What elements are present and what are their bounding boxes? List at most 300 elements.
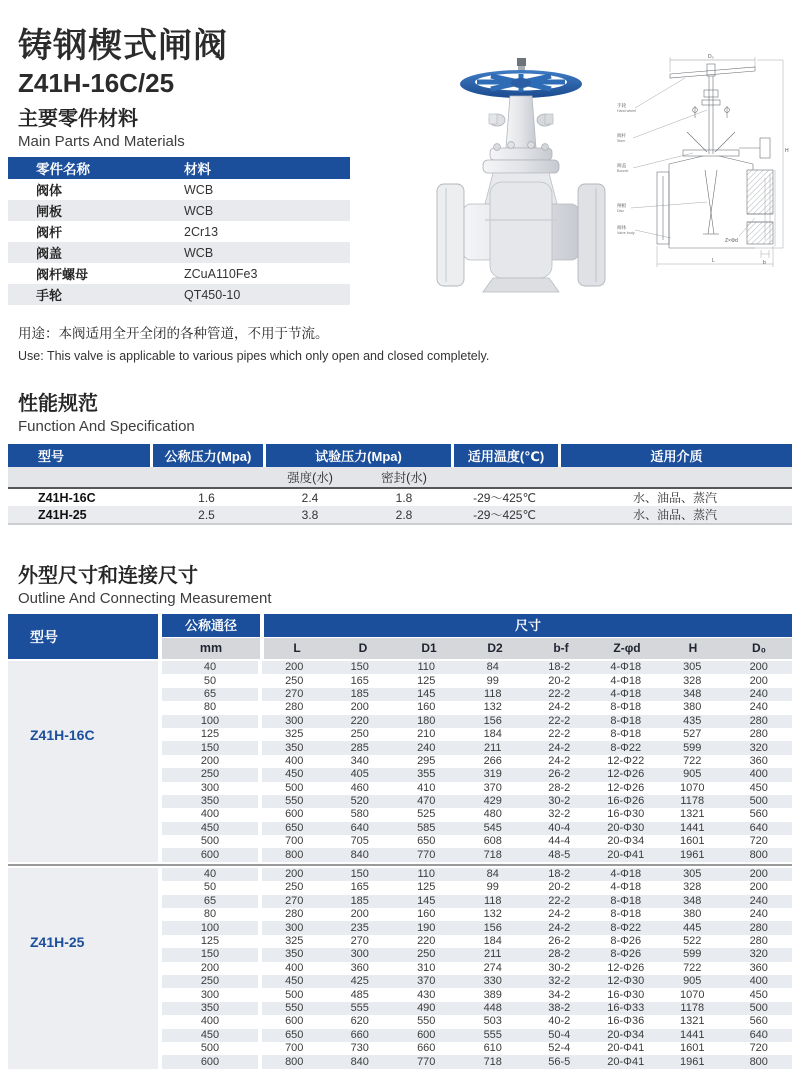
table-cell: 608 (483, 835, 502, 848)
table-cell: 180 (393, 715, 460, 728)
table-cell: 165 (350, 881, 369, 894)
product-media (433, 52, 795, 298)
table-cell: -29～425℃ (473, 491, 536, 505)
table-cell: 阀杆螺母 (36, 267, 89, 282)
table-cell: 720 (749, 1042, 768, 1055)
table-cell: 125 (200, 728, 220, 741)
table-cell: 389 (483, 988, 502, 1001)
table-cell: 280 (749, 728, 768, 741)
spec-col-medium: 适用介质 (558, 444, 792, 467)
table-cell: 274 (483, 961, 502, 974)
table-cell: 12-Φ30 (593, 975, 660, 988)
table-cell: 200 (726, 868, 793, 881)
table-cell: 1961 (659, 1055, 726, 1068)
table-cell: 8-Φ22 (593, 921, 660, 934)
table-cell: 65 (162, 688, 260, 701)
table-cell: 270 (260, 895, 327, 908)
table-cell: 16-Φ26 (593, 795, 660, 808)
table-row (162, 848, 792, 861)
dims-col-dn-unit: mm (162, 638, 260, 659)
table-cell: 580 (350, 808, 369, 821)
materials-heading-en: Main Parts And Materials (18, 133, 185, 150)
table-cell: 280 (260, 908, 327, 921)
table-cell: 485 (350, 988, 369, 1001)
table-cell: 16-Φ30 (607, 988, 645, 1001)
dims-heading-cn: 外型尺寸和连接尺寸 (18, 565, 198, 587)
model-label: Z41H-25 (30, 934, 85, 951)
spec-table-body (8, 489, 792, 525)
table-row (162, 835, 792, 848)
drawing-dim-b: b (763, 260, 766, 266)
table-row (162, 1002, 792, 1015)
table-cell: 100 (162, 921, 260, 934)
table-cell: 560 (749, 808, 768, 821)
table-cell: 280 (726, 715, 793, 728)
table-cell: 600 (162, 1055, 260, 1068)
table-row (162, 688, 792, 701)
materials-col-material: 材料 (180, 157, 350, 179)
table-cell: 150 (327, 661, 394, 674)
table-cell: 430 (417, 988, 436, 1001)
table-row (8, 506, 792, 525)
materials-col-part: 零件名称 (8, 157, 180, 179)
table-cell: 50 (203, 881, 217, 894)
model-label-cell (8, 868, 158, 1069)
table-cell: 348 (659, 688, 726, 701)
table-cell: 240 (749, 701, 768, 714)
dims-col-model: 型号 (8, 614, 158, 659)
table-cell: 184 (483, 935, 502, 947)
table-cell: 295 (417, 754, 436, 767)
table-row (8, 200, 350, 221)
block-divider (8, 864, 792, 866)
table-cell: 250 (350, 728, 369, 741)
table-cell: 305 (659, 661, 726, 674)
table-cell: QT450-10 (180, 284, 350, 305)
table-row (162, 674, 792, 687)
drawing-label-bonnet-en: Bonnet (617, 169, 629, 173)
dims-col-D2: D2 (487, 641, 503, 655)
table-cell: 500 (260, 782, 327, 795)
table-cell: 240 (726, 688, 793, 701)
table-cell: 200 (350, 908, 369, 921)
table-cell: 470 (393, 795, 460, 808)
table-cell: 32-2 (526, 975, 593, 988)
table-cell: 240 (726, 895, 793, 908)
table-cell: 118 (460, 688, 527, 701)
table-cell: 110 (393, 868, 460, 881)
drawing-label-handwheel-en: Hand wheel (617, 109, 636, 113)
table-cell: 410 (417, 781, 436, 794)
table-cell: 1178 (659, 795, 726, 808)
spec-col-test: 试验压力(Mpa) (263, 444, 451, 467)
table-cell: 200 (260, 868, 327, 881)
table-cell: 200 (749, 674, 768, 687)
table-cell: 8-Φ18 (610, 908, 642, 921)
table-cell: 330 (460, 975, 527, 988)
table-cell: 闸板 (8, 200, 180, 221)
table-cell: 270 (350, 935, 369, 947)
table-cell: 18-2 (526, 868, 593, 881)
usage-note-en: Use: This valve is applicable to various pipes which only open and closed completely. (18, 349, 490, 363)
table-cell: 211 (460, 948, 527, 961)
table-cell: 250 (393, 948, 460, 961)
table-cell: 450 (260, 768, 327, 781)
table-cell: 185 (327, 688, 394, 701)
table-cell: 235 (327, 921, 394, 934)
table-cell: 320 (726, 948, 793, 961)
table-cell: 3.8 (263, 506, 357, 525)
table-row (162, 755, 792, 768)
table-cell: 1441 (659, 822, 726, 835)
table-cell: 300 (260, 715, 327, 728)
table-cell: 8-Φ18 (610, 701, 642, 714)
table-cell: 1601 (680, 835, 705, 848)
table-row (162, 728, 792, 741)
table-row (162, 768, 792, 781)
table-cell: 52-4 (548, 1042, 571, 1055)
dimensions-table (8, 614, 792, 1069)
table-cell: 200 (350, 701, 369, 714)
table-cell: 8-Φ18 (610, 728, 642, 741)
drawing-dim-l: L (712, 258, 715, 264)
table-cell: 16-Φ36 (607, 1015, 645, 1028)
table-row (162, 701, 792, 714)
drawing-label-bonnet-cn: 阀盖 (617, 163, 627, 168)
table-row (162, 741, 792, 754)
table-cell: 520 (327, 795, 394, 808)
table-cell: 500 (726, 795, 793, 808)
table-cell: 429 (460, 795, 527, 808)
table-cell: 1070 (680, 781, 705, 794)
table-cell: 270 (260, 688, 327, 701)
table-cell: 700 (260, 1042, 327, 1055)
table-cell: 250 (162, 975, 260, 988)
table-row (162, 895, 792, 908)
photo-right-flange (578, 184, 605, 286)
table-cell: 350 (260, 948, 327, 961)
photo-left-flange (437, 184, 464, 286)
table-cell: 2.5 (150, 506, 263, 525)
dims-col-D0: D₀ (751, 641, 767, 655)
table-cell: 550 (417, 1015, 436, 1028)
table-cell: 48-5 (526, 848, 593, 861)
table-cell: 26-2 (526, 768, 593, 781)
table-cell: 2.4 (301, 490, 319, 505)
table-cell: 125 (417, 674, 436, 687)
spec-col-model: 型号 (8, 444, 150, 467)
table-cell: 360 (749, 754, 768, 767)
table-cell: 24-2 (526, 741, 593, 754)
table-cell: 705 (350, 835, 369, 848)
photo-stem-nut (517, 58, 526, 66)
table-cell: Z41H-16C (38, 490, 96, 505)
table-cell: 24-2 (548, 908, 571, 921)
table-cell: ZCuA110Fe3 (184, 266, 258, 281)
spec-heading-cn: 性能规范 (18, 393, 98, 415)
table-cell: 720 (749, 835, 768, 848)
table-cell: 20-Φ41 (607, 1042, 645, 1055)
table-cell: 600 (162, 848, 260, 861)
table-cell: 800 (260, 848, 327, 861)
table-row (162, 908, 792, 921)
table-cell: 20-Φ34 (607, 835, 645, 848)
table-row (162, 921, 792, 934)
table-cell: 24-2 (548, 701, 571, 714)
table-cell: 450 (749, 988, 768, 1001)
model-label-cell (8, 661, 158, 862)
table-cell: 285 (327, 741, 394, 754)
table-row (8, 489, 792, 506)
table-cell: 220 (327, 715, 394, 728)
drawing-label-stem-en: Stem (617, 139, 626, 143)
table-cell: 20-Φ41 (593, 1055, 660, 1068)
valve-photo (433, 52, 609, 294)
table-cell: 319 (460, 768, 527, 781)
spec-subheader-row (8, 467, 792, 489)
table-cell: 350 (162, 1002, 260, 1015)
table-row (162, 808, 792, 821)
model-label: Z41H-16C (30, 727, 95, 744)
table-cell: 800 (260, 1055, 327, 1068)
table-cell: 1.8 (395, 490, 413, 505)
table-cell: 8-Φ22 (593, 741, 660, 754)
table-cell: 2Cr13 (184, 224, 219, 239)
table-cell: 400 (260, 962, 327, 975)
table-cell: 22-2 (526, 688, 593, 701)
table-cell: 280 (749, 935, 768, 947)
dims-col-dn: 公称通径 (162, 614, 260, 637)
table-cell: 722 (683, 961, 702, 974)
table-cell: 550 (260, 795, 327, 808)
drawing-dim-zd: Z×Φd (725, 238, 738, 244)
table-cell: 84 (460, 868, 527, 881)
table-cell: 640 (327, 822, 394, 835)
table-cell: 8-Φ26 (593, 948, 660, 961)
table-cell: 800 (726, 848, 793, 861)
table-cell: 50 (203, 674, 217, 687)
table-cell: 24-2 (548, 754, 571, 767)
table-cell: 4-Φ18 (593, 661, 660, 674)
table-cell: 1961 (659, 848, 726, 861)
table-cell: 38-2 (526, 1002, 593, 1015)
drawing-label-disc-cn: 闸板 (617, 203, 627, 208)
drawing-dim-d0: D₀ (708, 54, 714, 60)
table-cell: 555 (327, 1002, 394, 1015)
table-cell: 84 (460, 661, 527, 674)
usage-note (18, 323, 800, 367)
spec-table (8, 444, 792, 525)
table-cell: 80 (203, 701, 217, 714)
table-cell: 800 (726, 1055, 793, 1068)
table-cell: 156 (460, 715, 527, 728)
table-row (162, 1015, 792, 1028)
table-cell: 445 (659, 921, 726, 934)
table-cell: 730 (350, 1042, 369, 1055)
table-cell: WCB (180, 242, 350, 263)
table-cell: 20-Φ41 (593, 848, 660, 861)
table-cell: 1321 (680, 1015, 705, 1028)
table-cell: 阀体 (36, 183, 63, 198)
table-cell: 250 (260, 881, 327, 894)
table-cell: 555 (460, 1029, 527, 1042)
spec-col-pressure: 公称压力(Mpa) (150, 444, 263, 467)
table-cell: 525 (417, 808, 436, 821)
table-cell: 500 (260, 988, 327, 1001)
table-cell: 1321 (680, 808, 705, 821)
dims-heading-en: Outline And Connecting Measurement (18, 590, 272, 607)
table-row (8, 263, 350, 284)
table-cell: 125 (200, 935, 220, 947)
table-cell: 220 (417, 935, 436, 947)
dim-body-table-16c (162, 661, 792, 862)
table-cell: 80 (203, 908, 217, 921)
table-cell: 300 (200, 988, 220, 1001)
drawing-label-handwheel-cn: 手轮 (617, 103, 627, 108)
table-cell: 185 (327, 895, 394, 908)
spec-header-row (8, 444, 792, 467)
spec-col-temp: 适用温度(℃) (451, 444, 558, 467)
table-row (162, 1042, 792, 1055)
table-cell: 370 (393, 975, 460, 988)
spec-col-seal: 密封(水) (357, 467, 451, 489)
table-cell: 200 (200, 754, 220, 767)
table-cell: 400 (726, 975, 793, 988)
table-cell: 165 (350, 674, 369, 687)
dims-col-bf: b-f (553, 641, 569, 655)
table-cell: 310 (417, 961, 436, 974)
table-cell: 20-Φ30 (593, 822, 660, 835)
table-cell: 522 (683, 935, 702, 947)
table-cell: 240 (393, 741, 460, 754)
table-cell: 4-Φ18 (593, 868, 660, 881)
table-row (162, 988, 792, 1001)
table-cell: 450 (162, 822, 260, 835)
usage-note-cn: 用途：本阀适用全开全闭的各种管道，不用于节流。 (18, 326, 329, 341)
dims-col-D1: D1 (421, 641, 437, 655)
table-cell: 26-2 (548, 935, 571, 947)
table-cell: 650 (417, 835, 436, 848)
table-cell: 770 (393, 1055, 460, 1068)
table-cell: 190 (393, 921, 460, 934)
table-cell: 405 (327, 768, 394, 781)
table-cell: 200 (749, 881, 768, 894)
table-cell: 300 (260, 921, 327, 934)
table-cell: 150 (162, 948, 260, 961)
table-cell: 手轮 (8, 284, 180, 305)
table-cell: 12-Φ26 (593, 768, 660, 781)
dim-body-table-25 (162, 868, 792, 1069)
table-cell: 660 (327, 1029, 394, 1042)
table-row (162, 1055, 792, 1068)
table-cell: 20-2 (548, 674, 571, 687)
spec-col-strength: 强度(水) (263, 467, 357, 489)
table-cell: 12-Φ26 (607, 781, 645, 794)
table-cell: 400 (260, 755, 327, 768)
table-cell: 905 (659, 768, 726, 781)
table-cell: 水、油品、蒸汽 (633, 491, 718, 505)
table-cell: WCB (184, 182, 214, 197)
table-cell: 480 (483, 808, 502, 821)
dims-section-heading (18, 563, 800, 608)
table-row (162, 935, 792, 948)
table-cell: 160 (417, 908, 436, 921)
table-cell: 22-2 (526, 895, 593, 908)
table-cell: 300 (327, 948, 394, 961)
table-cell: 840 (327, 1055, 394, 1068)
table-cell: 16-Φ30 (607, 808, 645, 821)
table-cell: 325 (260, 935, 327, 948)
table-cell: 500 (200, 835, 220, 848)
table-cell: 460 (350, 781, 369, 794)
table-cell: 350 (260, 741, 327, 754)
table-cell: 12-Φ22 (607, 754, 645, 767)
table-cell: 210 (417, 728, 436, 741)
dimensions-header (8, 614, 792, 659)
table-cell: 560 (749, 1015, 768, 1028)
table-cell: 435 (659, 715, 726, 728)
table-cell: 18-2 (526, 661, 593, 674)
table-cell: 12-Φ26 (607, 961, 645, 974)
table-cell: 370 (483, 781, 502, 794)
materials-table (8, 157, 350, 305)
table-cell: 620 (350, 1015, 369, 1028)
table-cell: 110 (393, 661, 460, 674)
table-cell: 145 (393, 688, 460, 701)
materials-header-row (8, 157, 350, 179)
table-cell: 200 (260, 661, 327, 674)
table-row (162, 962, 792, 975)
table-row (162, 948, 792, 961)
table-cell: 325 (260, 728, 327, 741)
table-cell: 280 (726, 921, 793, 934)
spec-heading-en: Function And Specification (18, 418, 195, 435)
dims-col-zd: Z-φd (613, 641, 641, 655)
table-cell: 28-2 (526, 948, 593, 961)
table-cell: 610 (483, 1042, 502, 1055)
table-cell: Z41H-25 (8, 506, 150, 525)
table-cell: 30-2 (548, 961, 571, 974)
table-cell: 8-Φ26 (610, 935, 642, 947)
dims-col-L: L (293, 641, 301, 655)
drawing-label-body-cn: 阀体 (617, 225, 627, 230)
table-cell: 211 (460, 741, 527, 754)
table-cell: 100 (162, 715, 260, 728)
table-cell: 156 (460, 921, 527, 934)
table-cell: 22-2 (526, 715, 593, 728)
dims-col-D: D (358, 641, 368, 655)
table-cell: 355 (393, 768, 460, 781)
table-cell: 8-Φ18 (593, 895, 660, 908)
dims-size-columns (264, 638, 792, 659)
table-cell: 99 (486, 881, 499, 894)
table-cell: 8-Φ18 (593, 715, 660, 728)
table-row (162, 715, 792, 728)
table-cell: 28-2 (548, 781, 571, 794)
table-cell: 280 (260, 701, 327, 714)
table-row (162, 881, 792, 894)
table-cell: 380 (683, 701, 702, 714)
table-cell: 65 (162, 895, 260, 908)
table-cell: 600 (260, 1015, 327, 1028)
table-cell: 328 (683, 674, 702, 687)
table-row (162, 795, 792, 808)
table-row (162, 822, 792, 835)
table-cell: 360 (350, 961, 369, 974)
spec-section-heading (18, 391, 800, 436)
table-cell: 450 (162, 1029, 260, 1042)
table-cell: 305 (659, 868, 726, 881)
